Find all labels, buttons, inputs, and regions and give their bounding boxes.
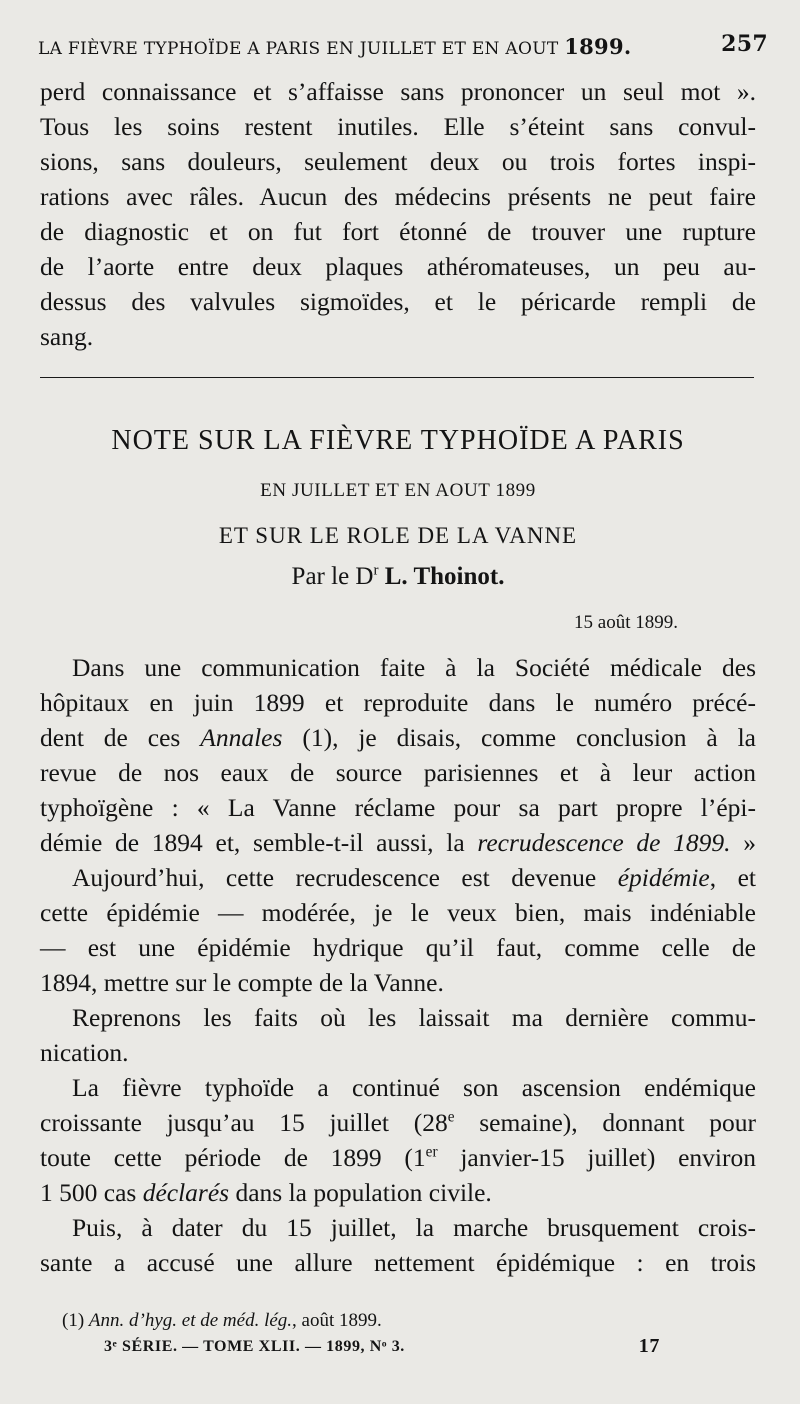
page-number: 257 xyxy=(721,31,768,57)
text-line: Tous les soins restent inutiles. Elle s’éteint sans convul- xyxy=(40,112,756,141)
text-line: croissante jusqu’au 15 juillet (28e semaine), donnant pour xyxy=(40,1108,757,1137)
text-line: Dans une communication faite à la Société médicale des xyxy=(72,653,756,682)
text-line: La fièvre typhoïde a continué son ascension endémique xyxy=(72,1073,756,1102)
previous-article-end xyxy=(40,74,756,354)
text-line: sions, sans douleurs, seulement deux ou trois fortes inspi- xyxy=(40,147,756,176)
text-line: de diagnostic et on fut fort étonné de trouver une rupture xyxy=(40,217,756,246)
footnote-date: , août 1899. xyxy=(292,1310,382,1331)
footer-series: 3ᵉ SÉRIE. — TOME XLII. — 1899, Nᵒ 3. xyxy=(104,1338,405,1355)
text-line: perd connaissance et s’affaisse sans prononcer un seul mot ». xyxy=(40,77,756,106)
article-subtitle: EN JUILLET ET EN AOUT 1899 xyxy=(260,480,536,501)
text-line: 1894, mettre sur le compte de la Vanne. xyxy=(40,968,444,997)
footnote-source: Ann. d’hyg. et de méd. lég. xyxy=(88,1310,293,1331)
text-line: Reprenons les faits où les laissait ma dernière commu- xyxy=(72,1003,756,1032)
text-line: revue de nos eaux de source parisiennes et à leur action xyxy=(40,758,756,787)
text-line: dent de ces Annales (1), je disais, comme conclusion à la xyxy=(40,723,757,752)
article-subtitle-2: ET SUR LE ROLE DE LA VANNE xyxy=(218,523,578,548)
text-line: de l’aorte entre deux plaques athéromateuses, un peu au- xyxy=(40,252,756,281)
text-line: nication. xyxy=(40,1038,129,1067)
running-head-title: LA FIÈVRE TYPHOÏDE A PARIS EN JUILLET ET EN AOUT xyxy=(38,39,559,59)
text-line: Puis, à dater du 15 juillet, la marche brusquement crois- xyxy=(72,1213,756,1242)
author-prefix: Par le D xyxy=(291,563,374,590)
article-author xyxy=(40,563,756,591)
footnote-marker: (1) xyxy=(62,1310,89,1331)
article-body xyxy=(40,650,756,1280)
text-line: — est une épidémie hydrique qu’il faut, comme celle de xyxy=(40,933,756,962)
article-date: 15 août 1899. xyxy=(574,612,678,633)
running-head-year: 1899. xyxy=(564,34,632,59)
text-line: sante a accusé une allure nettement épidémique : en trois xyxy=(40,1248,756,1277)
text-line: hôpitaux en juin 1899 et reproduite dans le numéro précé- xyxy=(40,688,756,717)
text-line: sang. xyxy=(40,322,94,351)
text-line: rations avec râles. Aucun des médecins présents ne peut faire xyxy=(40,182,756,211)
text-line: démie de 1894 et, semble-t-il aussi, la recrudescence de 1899. » xyxy=(40,828,757,857)
text-line: typhoïgène : « La Vanne réclame pour sa part propre l’épi- xyxy=(40,793,756,822)
text-line: toute cette période de 1899 (1er janvier-15 juillet) environ xyxy=(40,1143,756,1172)
author-title-sup: r xyxy=(373,562,379,579)
page-footer xyxy=(104,1335,660,1357)
article-title: NOTE SUR LA FIÈVRE TYPHOÏDE A PARIS xyxy=(111,425,685,456)
running-head xyxy=(38,31,768,59)
text-line: 1 500 cas déclarés dans la population civile. xyxy=(40,1178,492,1207)
text-line: cette épidémie — modérée, je le veux bien, mais indéniable xyxy=(40,898,756,927)
text-line: Aujourd’hui, cette recrudescence est devenue épidémie, et xyxy=(72,863,757,892)
author-name: L. Thoinot. xyxy=(384,563,505,590)
signature-mark: 17 xyxy=(638,1335,660,1357)
text-line: dessus des valvules sigmoïdes, et le péricarde rempli de xyxy=(40,287,756,316)
section-divider xyxy=(40,377,754,378)
footnote xyxy=(62,1310,382,1332)
